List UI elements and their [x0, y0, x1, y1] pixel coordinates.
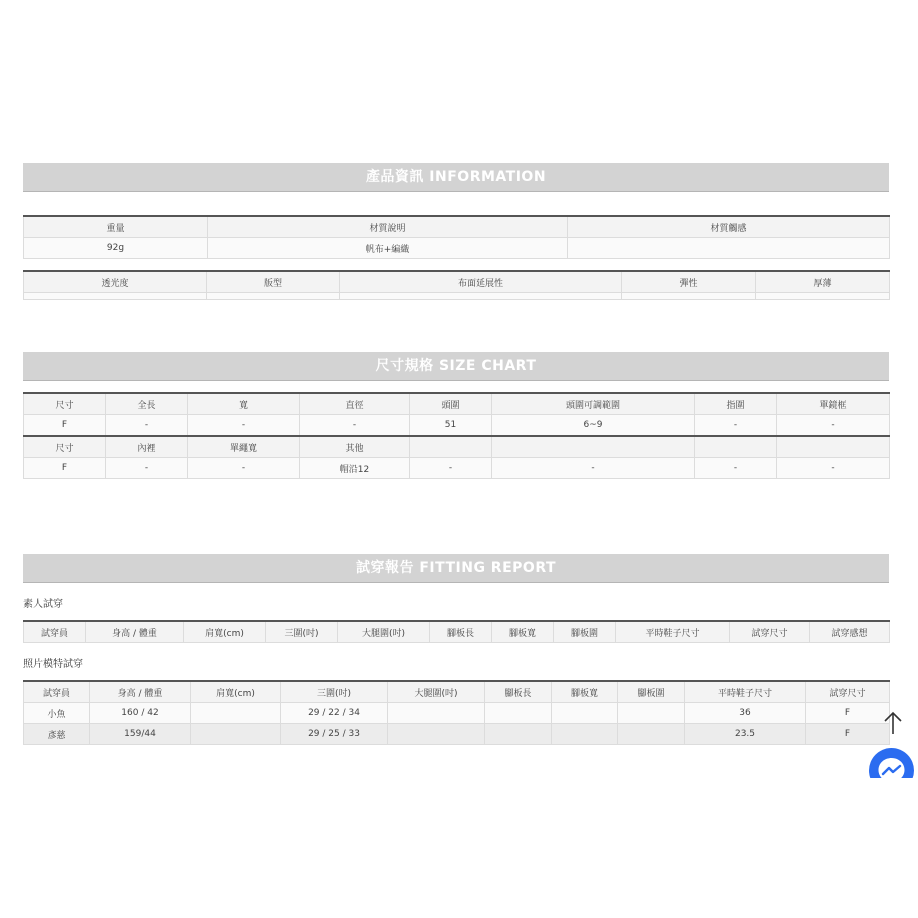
table-cell [191, 703, 281, 724]
table-header [410, 436, 492, 458]
table-row [24, 724, 890, 745]
table-cell: F [24, 415, 106, 437]
table-header: 彈性 [622, 271, 756, 293]
table-header: 透光度 [24, 271, 207, 293]
table-cell: 彥慈 [24, 724, 90, 745]
table-header: 腳板長 [485, 681, 552, 703]
table-header: 試穿感想 [810, 621, 890, 643]
table-header [695, 436, 777, 458]
table-header: 內裡 [106, 436, 188, 458]
scroll-to-top-button[interactable] [880, 710, 906, 736]
fitting-report-title: 試穿報告 FITTING REPORT [23, 554, 889, 583]
table-header: 試穿員 [24, 681, 90, 703]
table-header: 腳板長 [430, 621, 492, 643]
table-cell: 160 / 42 [90, 703, 191, 724]
table-cell [756, 293, 890, 300]
table-cell: - [695, 458, 777, 479]
table-header: 大腿圍(吋) [388, 681, 485, 703]
table-cell [388, 703, 485, 724]
table-header: 腳板圍 [618, 681, 685, 703]
arrow-up-icon [882, 710, 904, 736]
table-header [492, 436, 695, 458]
table-header: 三圍(吋) [281, 681, 388, 703]
table-cell: 23.5 [685, 724, 806, 745]
table-cell: - [188, 458, 300, 479]
table-cell: 36 [685, 703, 806, 724]
table-header: 平時鞋子尺寸 [685, 681, 806, 703]
table-cell: - [188, 415, 300, 437]
table-cell [618, 724, 685, 745]
information-table-1 [23, 215, 890, 259]
table-cell [340, 293, 622, 300]
table-cell [388, 724, 485, 745]
table-header: 試穿員 [24, 621, 86, 643]
table-header: 腳板圍 [554, 621, 616, 643]
viewport-edge [860, 778, 918, 808]
table-header: 重量 [24, 216, 208, 238]
table-header: 尺寸 [24, 436, 106, 458]
size-chart-title: 尺寸規格 SIZE CHART [23, 352, 889, 381]
table-header: 材質說明 [208, 216, 568, 238]
table-header: 寬 [188, 393, 300, 415]
table-cell [485, 703, 552, 724]
table-cell: 92g [24, 238, 208, 259]
table-cell: - [300, 415, 410, 437]
table-cell: 6~9 [492, 415, 695, 437]
table-header: 材質觸感 [568, 216, 890, 238]
table-header: 直徑 [300, 393, 410, 415]
table-cell: - [777, 415, 890, 437]
table-header [777, 436, 890, 458]
table-header: 其他 [300, 436, 410, 458]
table-header: 單繩寬 [188, 436, 300, 458]
table-cell: 159/44 [90, 724, 191, 745]
information-title: 產品資訊 INFORMATION [23, 163, 889, 192]
table-header: 三圍(吋) [266, 621, 338, 643]
table-cell: 29 / 22 / 34 [281, 703, 388, 724]
table-cell: - [695, 415, 777, 437]
table-header: 指圍 [695, 393, 777, 415]
table-cell: 29 / 25 / 33 [281, 724, 388, 745]
table-cell [568, 238, 890, 259]
table-cell [485, 724, 552, 745]
table-header: 平時鞋子尺寸 [616, 621, 730, 643]
table-header: 頭圍 [410, 393, 492, 415]
table-header: 布面延展性 [340, 271, 622, 293]
table-cell [191, 724, 281, 745]
table-cell [552, 703, 618, 724]
table-header: 腳板寬 [492, 621, 554, 643]
table-cell [24, 293, 207, 300]
size-chart-table [23, 392, 890, 479]
table-cell: - [410, 458, 492, 479]
table-cell: F [806, 724, 890, 745]
table-cell: 帽沿12 [300, 458, 410, 479]
table-header: 尺寸 [24, 393, 106, 415]
table-header: 試穿尺寸 [806, 681, 890, 703]
table-header: 版型 [207, 271, 340, 293]
table-header: 全長 [106, 393, 188, 415]
table-cell: 帆布+編織 [208, 238, 568, 259]
table-cell: - [106, 458, 188, 479]
table-header: 身高 / 體重 [86, 621, 184, 643]
table-header: 單鏡框 [777, 393, 890, 415]
table-header: 腳板寬 [552, 681, 618, 703]
table-header: 肩寬(cm) [191, 681, 281, 703]
table-cell: - [492, 458, 695, 479]
table-cell: 51 [410, 415, 492, 437]
table-header: 厚薄 [756, 271, 890, 293]
table-cell [552, 724, 618, 745]
information-table-2 [23, 270, 890, 300]
table-cell: F [24, 458, 106, 479]
table-header: 試穿尺寸 [730, 621, 810, 643]
table-cell [207, 293, 340, 300]
table-cell: 小魚 [24, 703, 90, 724]
table-header: 大腿圍(吋) [338, 621, 430, 643]
table-cell [618, 703, 685, 724]
amateur-fitting-label: 素人試穿 [23, 599, 63, 610]
table-cell: F [806, 703, 890, 724]
amateur-fitting-table [23, 620, 890, 643]
table-row [24, 703, 890, 724]
table-header: 身高 / 體重 [90, 681, 191, 703]
table-cell: - [777, 458, 890, 479]
table-header: 頭圍可調範圍 [492, 393, 695, 415]
model-fitting-table [23, 680, 890, 745]
table-cell [622, 293, 756, 300]
table-cell: - [106, 415, 188, 437]
table-header: 肩寬(cm) [184, 621, 266, 643]
model-fitting-label: 照片模特試穿 [23, 659, 83, 670]
